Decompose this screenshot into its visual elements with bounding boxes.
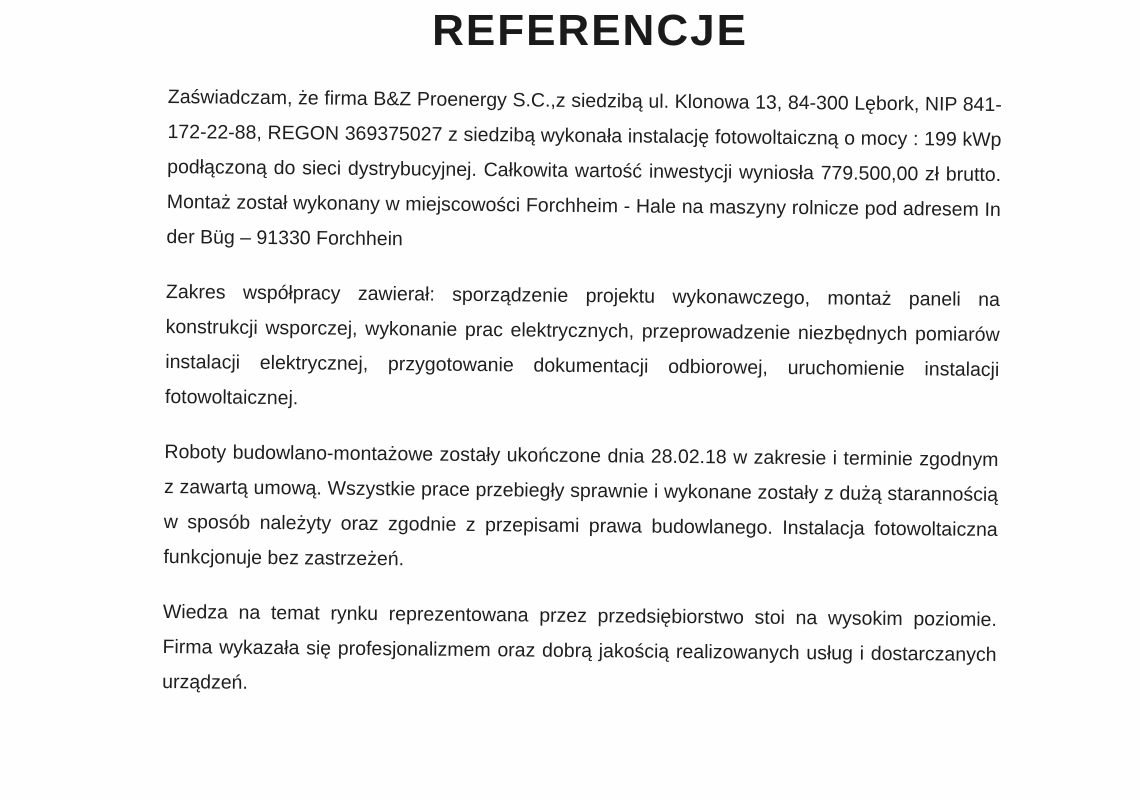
document-body	[162, 80, 1002, 708]
document-title: REFERENCJE	[432, 6, 748, 55]
paragraph-scope-of-work: Zakres współpracy zawierał: sporządzenie projektu wykonawczego, montaż paneli na konstrukcji wsporczej, wykonanie prac elektrycznych, przeprowadzenie niezbędnych pomiarów instalacji elektrycznej, przygotowanie dokumentacji odbiorowej, uruchomienie instalacji fotowoltaicznej.	[164, 280, 1001, 410]
paragraph-market-knowledge: Wiedza na temat rynku reprezentowana przez przedsiębiorstwo stoi na wysokim poziomie. Firma wykazała się profesjonalizmem oraz dobrą jakością realizowanych usług i dostarczanych urządzeń.	[162, 600, 997, 694]
paragraph-certification: Zaświadczam, że firma B&Z Proenergy S.C.,z siedzibą ul. Klonowa 13, 84-300 Lębork, NIP 841-172-22-88, REGON 369375027 z siedzibą wykonała instalację fotowoltaiczną o mocy : 199 kWp podłączoną do sieci dystrybucyjnej. Całkowita wartość inwestycji wyniosła 779.500,00 zł brutto. Montaż został wykonany w miejscowości Forchheim - Hale na maszyny rolnicze pod adresem In der Büg – 91330 Forchhein	[166, 85, 1002, 251]
paragraph-completion: Roboty budowlano-montażowe zostały ukończone dnia 28.02.18 w zakresie i terminie zgodnym z zawartą umową. Wszystkie prace przebiegły sprawnie i wykonane zostały z dużą starannością w sposób należyty oraz zgodnie z przepisami prawa budowlanego. Instalacja fotowoltaiczna funkcjonuje bez zastrzeżeń.	[163, 440, 999, 571]
